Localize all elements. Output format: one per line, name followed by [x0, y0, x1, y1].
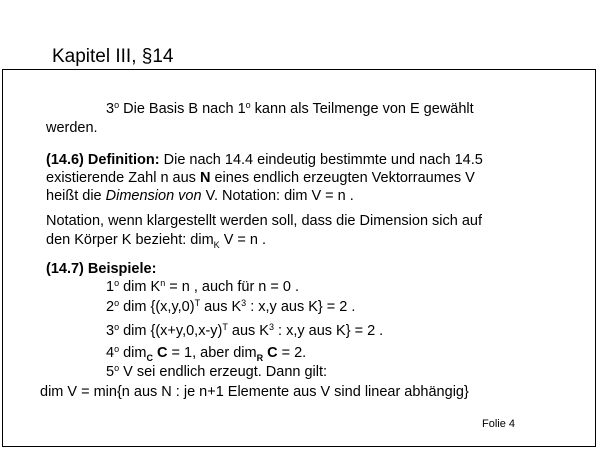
definition-line2: existierende Zahl n aus N eines endlich erzeugten Vektorraumes V	[46, 170, 475, 186]
example-5-formula: dim V = min{n aus N : je n+1 Elemente aus V sind linear abhängig}	[40, 384, 469, 400]
basis-remark-line1: 3$^o$ Die Basis B nach 1$^o$ kann als Teilmenge von E gewählt	[106, 100, 474, 117]
notation-line1: Notation, wenn klargestellt werden soll, dass die Dimension sich auf	[46, 213, 483, 229]
basis-remark-line2: werden.	[46, 120, 98, 136]
slide-title: Kapitel III, §14	[52, 46, 174, 67]
example-2: 2$^o$ dim {$(x,y,0)^T$ aus $K^3$ : x,y aus K} = 2 .	[106, 298, 356, 315]
example-5: 5$^o$ V sei endlich erzeugt. Dann gilt:	[106, 363, 328, 380]
example-3: 3$^o$ dim {$(x+y,0,x-y)^T$ aus $K^3$ : x,y aus K} = 2 .	[106, 322, 384, 339]
example-4: 4$^o$ dim$_C$ C = 1, aber dim$_R$ C = 2.	[106, 344, 307, 363]
example-1: 1$^o$ dim $K^n = n$ , auch für n = 0 .	[106, 278, 300, 295]
notation-line2: den Körper K bezieht: dim$_K$ V = n .	[46, 232, 267, 250]
definition-label: (14.6) Definition:	[46, 152, 160, 168]
examples-label: (14.7) Beispiele:	[46, 261, 157, 277]
slide-number: Folie 4	[482, 418, 516, 430]
definition-line3: heißt die Dimension von V. Notation: dim V = n .	[46, 188, 354, 204]
definition-line1: (14.6) Definition: Die nach 14.4 eindeutig bestimmte und nach 14.5	[46, 152, 483, 168]
